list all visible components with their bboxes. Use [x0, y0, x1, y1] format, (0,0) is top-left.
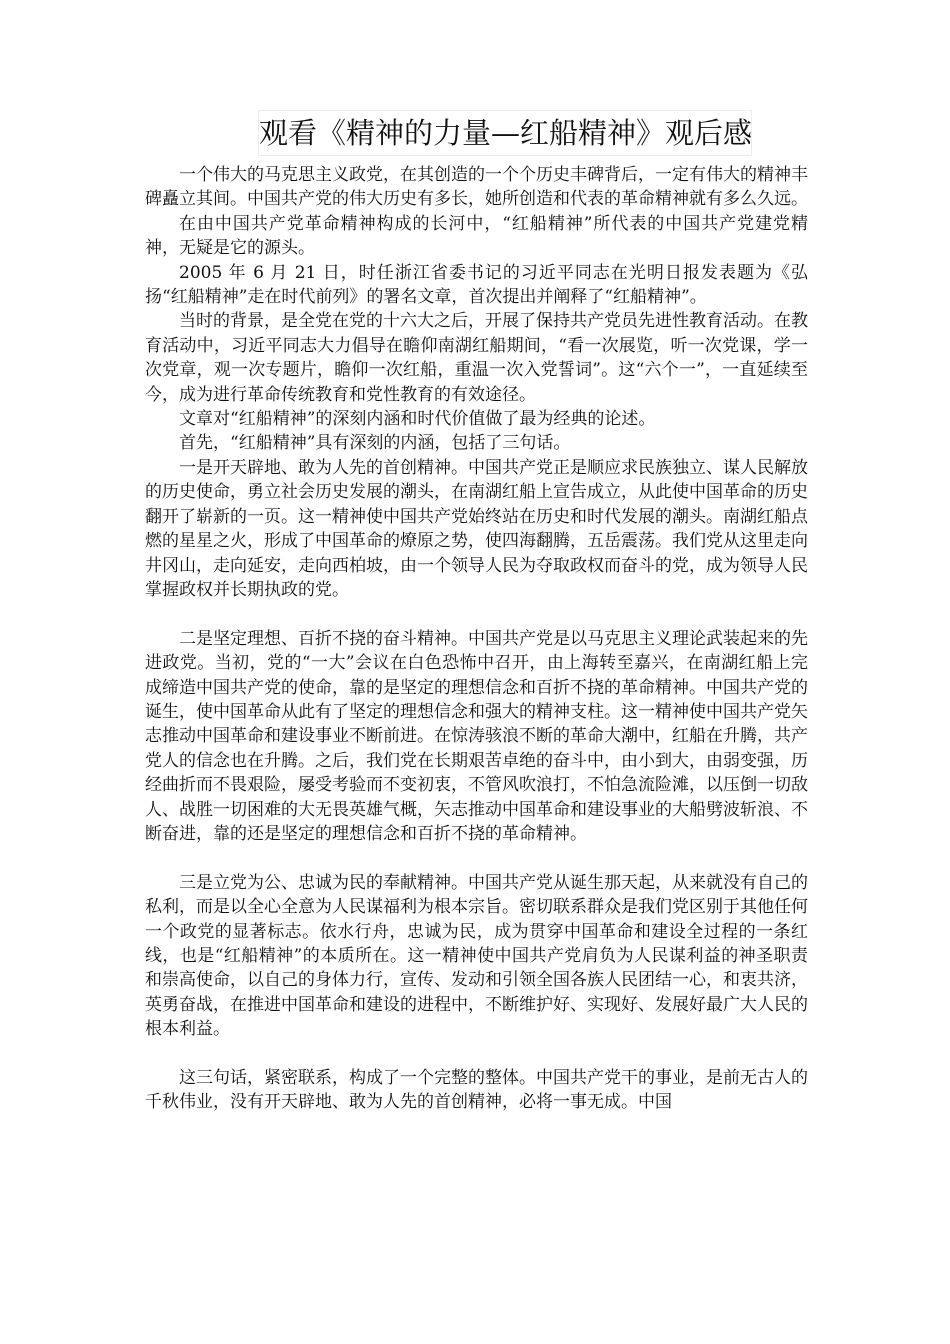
paragraph-point-two: 二是坚定理想、百折不挠的奋斗精神。中国共产党是以马克思主义理论武装起来的先进政党。当初，党的“一大”会议在白色恐怖中召开，由上海转至嘉兴，在南湖红船上完成缔造中国共产党的使命，靠的是坚定的理想信念和百折不挠的革命精神。中国共产党的诞生，使中国革命从此有了坚定的理想信念和强大的精神支柱。这一精神使中国共产党矢志推动中国革命和建设事业不断前进。在惊涛骇浪不断的革命大潮中，红船在升腾，共产党人的信念也在升腾。之后，我们党在长期艰苦卓绝的奋斗中，由小到大，由弱变强，历经曲折而不畏艰险，屡受考验而不变初衷，不管风吹浪打，不怕急流险滩，以压倒一切敌人、战胜一切困难的大无畏英雄气概，矢志推动中国革命和建设事业的大船劈波斩浪、不断奋进，靠的还是坚定的理想信念和百折不挠的革命精神。 — [145, 628, 808, 844]
paragraph-intro: 一个伟大的马克思主义政党，在其创造的一个个历史丰碑背后，一定有伟大的精神丰碑矗立其间。中国共产党的伟大历史有多长，她所创造和代表的革命精神就有多么久远。 — [145, 165, 808, 210]
paragraph-point-three: 三是立党为公、忠诚为民的奉献精神。中国共产党从诞生那天起，从来就没有自己的私利，而是以全心全意为人民谋福利为根本宗旨。密切联系群众是我们党区别于其他任何一个政党的显著标志。依水行舟，忠诚为民，成为贯穿中国革命和建设全过程的一条红线，也是“红船精神”的本质所在。这一精神使中国共产党肩负为人民谋利益的神圣职责和崇高使命，以自己的身体力行，宣传、发动和引领全国各族人民团结一心，和衷共济，英勇奋战，在推进中国革命和建设的进程中，不断维护好、实现好、发展好最广大人民的根本利益。 — [145, 872, 808, 1040]
document-title: 观看《精神的力量—红船精神》观后感 — [258, 110, 752, 156]
paragraph-background: 当时的背景，是全党在党的十六大之后，开展了保持共产党员先进性教育活动。在教育活动中，习近平同志大力倡导在瞻仰南湖红船期间，“看一次展览，听一次党课，学一次党章，观一次专题片，瞻仰一次红船，重温一次入党誓词”。这“六个一”，一直延续至今，成为进行革命传统教育和党性教育的有效途径。 — [145, 311, 808, 405]
document-body — [145, 163, 808, 1115]
paragraph-point-one: 一是开天辟地、敢为人先的首创精神。中国共产党正是顺应求民族独立、谋人民解放的历史使命，勇立社会历史发展的潮头，在南湖红船上宣告成立，从此使中国革命的历史翻开了崭新的一页。这一精神使中国共产党始终站在历史和时代发展的潮头。南湖红船点燃的星星之火，形成了中国革命的燎原之势，使四海翻腾，五岳震荡。我们党从这里走向井冈山，走向延安，走向西柏坡，由一个领导人民为夺取政权而奋斗的党，成为领导人民掌握政权并长期执政的党。 — [145, 457, 808, 600]
paragraph-article: 文章对“红船精神”的深刻内涵和时代价值做了最为经典的论述。 — [179, 409, 656, 430]
paragraph-date: 2005 年 6 月 21 日，时任浙江省委书记的习近平同志在光明日报发表题为《弘扬“红船精神”走在时代前列》的署名文章，首次提出并阐释了“红船精神”。 — [145, 262, 808, 308]
paragraph-summary: 这三句话，紧密联系，构成了一个完整的整体。中国共产党干的事业，是前无古人的千秋伟业，没有开天辟地、敢为人先的首创精神，必将一事无成。中国 — [145, 1067, 808, 1113]
paragraph-first: 首先，“红船精神”具有深刻的内涵，包括了三句话。 — [179, 433, 571, 454]
paragraph-source: 在由中国共产党革命精神构成的长河中，“红船精神”所代表的中国共产党建党精神，无疑是它的源头。 — [145, 213, 808, 259]
